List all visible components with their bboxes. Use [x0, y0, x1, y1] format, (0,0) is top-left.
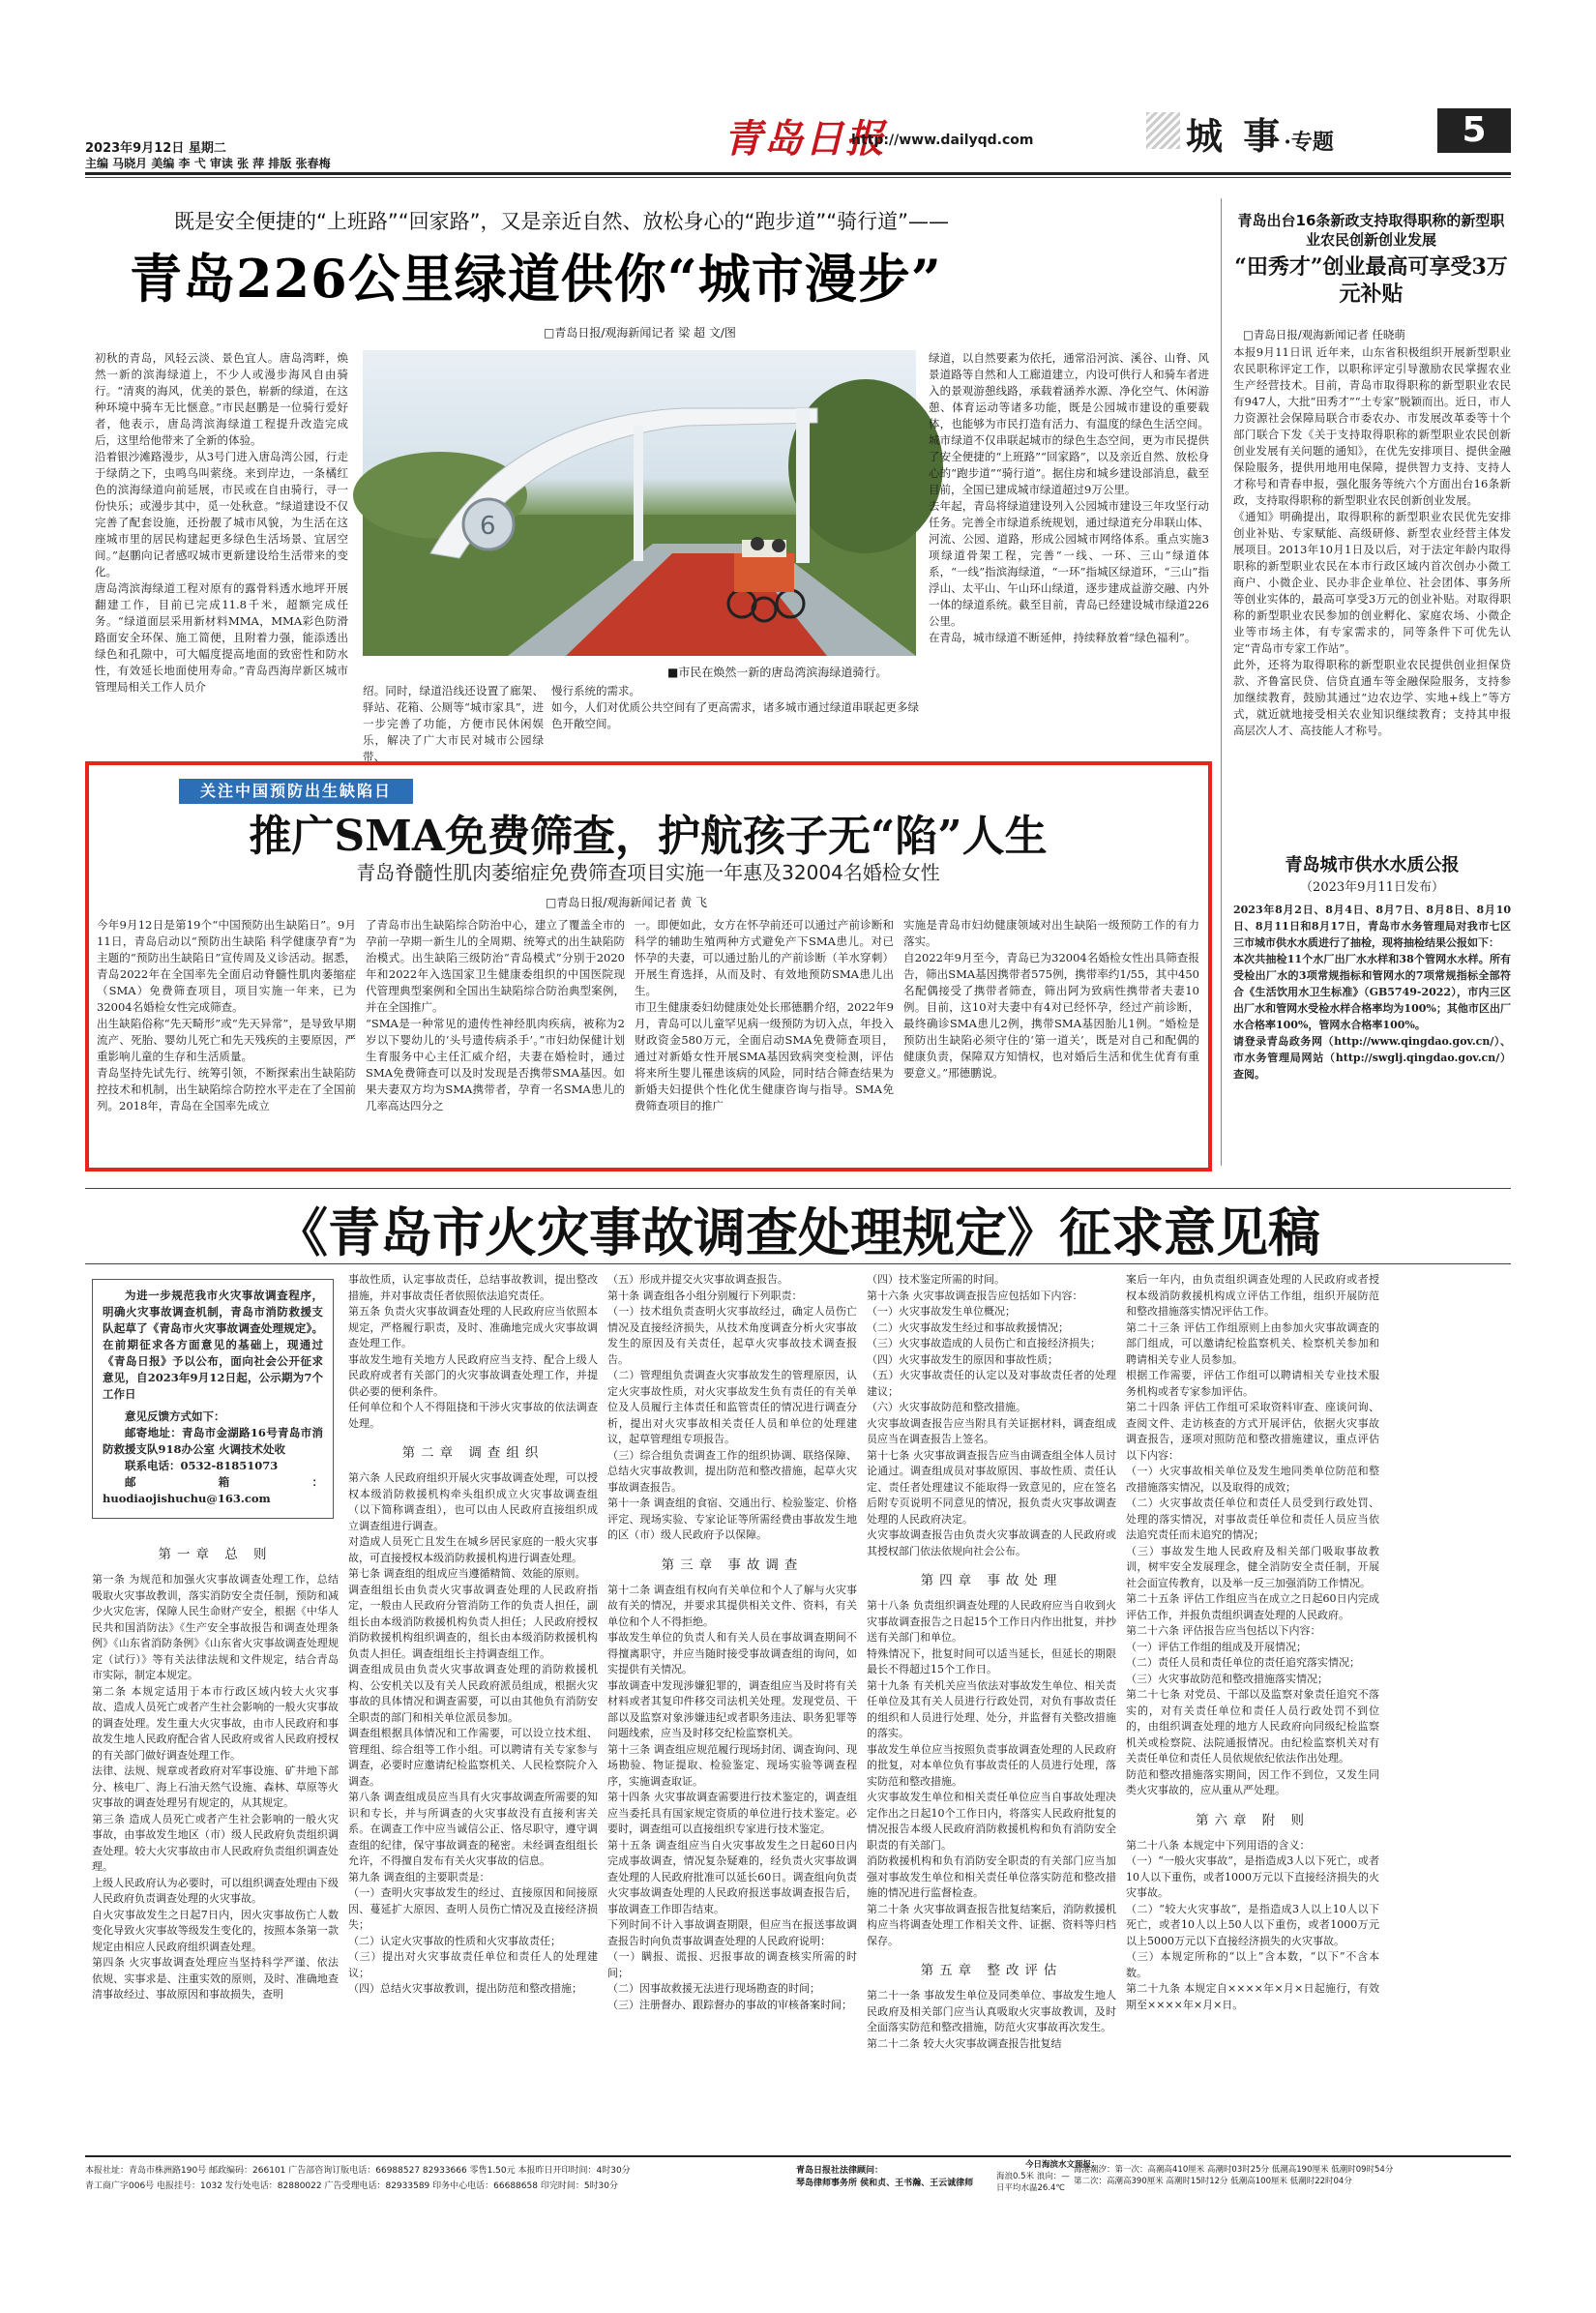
sma-col1-text: 今年9月12日是第19个“中国预防出生缺陷日”。9月11日，青岛启动以“预防出生缺陷 科学健康孕育”为主题的“预防出生缺陷日”宣传周及义诊活动。据悉，青岛2022年在全国率先全面启动脊髓性肌肉萎缩症（SMA）免费筛查项目，项目实施一年来，已为32004名婚检女性完成筛查。 出生缺陷俗称“先天畸形”或“先天异常”，是导致早期流产、死胎、婴幼儿死亡和先天残疾的主要原因，严重影响儿童的生存和生活质量。 青岛坚持先试先行、统筹引领，不断探索出生缺陷防控技术和机制，出生缺陷综合防控水平走在了全国前列。2018年，青岛在全国率先成立: [97, 918, 356, 1112]
greenway-col2: [363, 683, 544, 763]
water-body: [1233, 902, 1511, 1153]
water-subtitle: （2023年9月11日发布）: [1300, 880, 1444, 895]
fire-col4b-text: 第十八条 负责组织调查处理的人民政府应当自收到火灾事故调查报告之日起15个工作日内作出批复，并抄送有关部门和单位。 特殊情况下，批复时间可以适当延长，但延长的期限最长不得超过15个工作日。 第十九条 有关机关应当依法对事故发生单位、相关责任单位及其有关人员进行行政处罚，对负有事故责任的组织和人员进行处理、处分，并监督有关整改措施的落实。 事故发生单位应当按照负责事故调查处理的人民政府的批复，对本单位负有事故责任的人员进行处理，落实防范和整改措施。 火灾事故发生单位和相关责任单位应当自事故处理决定作出之日起10个工作日内，将落实人民政府批复的情况报告本级人民政府消防救援机构和负有消防安全职责的有关部门。 消防救援机构和负有消防安全职责的有关部门应当加强对事故发生单位和相关责任单位落实防范和整改措施的情况进行监督检查。 第二十条 火灾事故调查报告批复结案后，消防救援机构应当将调查处理工作相关文件、证据、资料等归档保存。: [867, 1599, 1116, 1947]
fire-col3: [607, 1272, 857, 2148]
fire-col2a-text: 事故性质，认定事故责任，总结事故教训，提出整改措施，并对事故责任者依照依法追究责任。 第五条 负责火灾事故调查处理的人民政府应当依照本规定，严格履行职责，及时、准确地完成火灾事故调查处理工作。 事故发生地有关地方人民政府应当支持、配合上级人民政府或者有关部门的火灾事故调查处理工作，并提供必要的便利条件。 任何单位和个人不得阻挠和干涉火灾事故的依法调查处理。: [348, 1273, 598, 1430]
chapter4-heading: 第四章 事故处理: [920, 1573, 1063, 1588]
sma-col3: [635, 917, 894, 1165]
fire-col4c-text: 第二十一条 事故发生单位及同类单位、事故发生地人民政府及相关部门应当认真吸取火灾事故教训，及时全面落实防范和整改措施，防范火灾事故再次发生。 第二十二条 较大火灾事故调查报告批复结: [867, 1989, 1116, 2050]
greenway-col4: [929, 350, 1209, 749]
feedback-email: 邮箱：huodiaojishuchu@163.com: [103, 1475, 323, 1505]
sma-col1: [97, 917, 356, 1165]
section-title: 城 事: [1186, 114, 1285, 158]
footer-weather-title: 今日海滨水文预报：: [1025, 2160, 1100, 2170]
sidebar-title2: “田秀才”创业最高可享受3万元补贴: [1234, 254, 1508, 307]
fire-col2: [348, 1272, 598, 2148]
chapter1-heading: 第一章 总 则: [158, 1547, 273, 1562]
newspaper-logo: 青岛日报: [724, 116, 886, 162]
greenway-kicker: 既是安全便捷的“上班路”“回家路”，又是亲近自然、放松身心的“跑步道”“骑行道”——: [174, 210, 950, 233]
sma-subtitle: 青岛脊髓性肌肉萎缩症免费筛查项目实施一年惠及32004名婚检女性: [356, 861, 940, 884]
water-body-text: 2023年8月2日、8月4日、8月7日、8月8日、8月10日、8月11日和8月17日，青岛市水务管理局对我市七区三市城市供水水质进行了抽检，现将抽检结果公报如下： 本次共抽检11个水厂出厂水水样和38个管网水水样。所有受检出厂水的3项常规指标和管网水的7项常规指标全部符合《生活饮用水卫生标准》（GB5749-2022），市内三区出厂水和管网水受检水样合格率均为100%；其他市区出厂水合格率100%，管网水合格率100%。 请登录青岛政务网（http://www.qingdao.gov.cn/）、市水务管理局网站（http://swglj.qingdao.gov.cn/）查阅。: [1233, 904, 1511, 1081]
greenway-caption: ■市民在焕然一新的唐岛湾滨海绿道骑行。: [667, 666, 888, 679]
fire-col1: [92, 1533, 339, 2148]
sidebar-title1: 青岛出台16条新政支持取得职称的新型职业农民创新创业发展: [1237, 212, 1505, 249]
masthead-rule: [85, 172, 1511, 175]
footer-rule: [85, 2155, 1511, 2157]
greenway-col3-text: 慢行系统的需求。 如今，人们对优质公共空间有了更高需求，诸多城市通过绿道串联起更多绿色开敞空间。: [551, 684, 919, 730]
fire-col2b-text: 第六条 人民政府组织开展火灾事故调查处理，可以授权本级消防救援机构牵头组织成立火灾事故调查组（以下简称调查组），也可以由人民政府直接组织成立调查组进行调查。 对造成人员死亡且发生在城乡居民家庭的一般火灾事故，可直接授权本级消防救援机构进行调查处理。 第七条 调查组的组成应当遵循精简、效能的原则。 调查组组长由负责火灾事故调查处理的人民政府指定，一般由人民政府分管消防工作的负责人担任，副组长由本级消防救援机构负责人担任；人民政府授权消防救援机构组织调查的，组长由本级消防救援机构负责人担任。调查组组长主持调查组工作。 调查组成员由负责火灾事故调查处理的消防救援机构、公安机关以及有关人民政府派员组成，根据火灾事故的具体情况和调查需要，可以由其他负有消防安全职责的部门和相关单位派员参加。 调查组根据具体情况和工作需要，可以设立技术组、管理组、综合组等工作小组。可以聘请有关专家参与调查，必要时应邀请纪检监察机关、人民检察院介入调查。 第八条 调查组成员应当具有火灾事故调查所需要的知识和专长，并与所调查的火灾事故没有直接利害关系。在调查工作中应当诚信公正、恪尽职守，遵守调查组的纪律，保守事故调查的秘密。未经调查组组长允许，不得擅自发布有关火灾事故的信息。 第九条 调查组的主要职责是： （一）查明火灾事故发生的经过、直接原因和间接原因、蔓延扩大原因、查明人员伤亡情况及直接经济损失； （二）认定火灾事故的性质和火灾事故责任； （三）提出对火灾事故责任单位和责任人的处理建议； （四）总结火灾事故教训，提出防范和整改措施；: [348, 1471, 598, 1995]
fire-col5: [1126, 1272, 1379, 2148]
footer-tide: 海港潮汐：第一次：高潮高410厘米 高潮时03时25分 低潮高190厘米 低潮时09时54分 第二次：高潮高390厘米 高潮时15时12分 低潮高100厘米 低潮时22时04分: [1074, 2165, 1394, 2186]
chapter3-heading: 第三章 事故调查: [661, 1557, 804, 1573]
sma-col2-text: 了青岛市出生缺陷综合防治中心，建立了覆盖全市的孕前一孕期一新生儿的全周期、统筹式的出生缺陷防治模式。出生缺陷三级防治“青岛模式”分别于2020年和2022年入选国家卫生健康委组织的中国医院现代管理典型案例和全国出生缺陷综合防治典型案例，并在全国推广。 “SMA是一种常见的遗传性神经肌肉疾病，被称为2岁以下婴幼儿的‘头号遗传病杀手’。”市妇幼保健计划生育服务中心主任汇威介绍，夫妻在婚检时，通过SMA免费筛查可以及时发现是否携带SMA基因。如果夫妻双方均为SMA携带者，孕育一名SMA患儿的几率高达四分之: [366, 918, 625, 1112]
fire-col5a-text: 案后一年内，由负责组织调查处理的人民政府或者授权本级消防救援机构成立评估工作组，组织开展防范和整改措施落实情况评估工作。 第二十三条 评估工作组原则上由参加火灾事故调查的部门组成，可以邀请纪检监察机关、检察机关参加和聘请相关专业人员参加。 根据工作需要，评估工作组可以聘请相关专业技术服务机构或者专家参加评估。 第二十四条 评估工作组可采取资料审查、座谈问询、查阅文件、走访核查的方式开展评估，依据火灾事故调查报告，逐项对照防范和整改措施建议，重点评估以下内容： （一）火灾事故相关单位及发生地同类单位防范和整改措施落实情况，以及取得的成效； （二）火灾事故责任单位和责任人员受到行政处罚、处理的落实情况，对事故责任单位和责任人员应当依法追究责任而未追究的情况； （三）事故发生地人民政府及相关部门吸取事故教训，树牢安全发展理念，健全消防安全责任制，开展社会面宣传教育，以及举一反三加强消防工作情况。 第二十五条 评估工作组应当在成立之日起60日内完成评估工作，并报负责组织调查处理的人民政府。 第二十六条 评估报告应当包括以下内容： （一）评估工作组的组成及开展情况； （二）责任人员和责任单位的责任追究落实情况； （三）火灾事故防范和整改措施落实情况； 第二十七条 对党员、干部以及监察对象责任追究不落实的，对有关责任单位和责任人员行政处罚不到位的，由组织调查处理的地方人民政府向同级纪检监察机关或检察院、法院通报情况。由纪检监察机关对有关责任单位和责任人员依规依纪依法作出处理。 防范和整改措施落实期间，因工作不到位，又发生同类火灾事故的，应从重从严处理。: [1126, 1273, 1379, 1796]
sma-tag: 关注中国预防出生缺陷日: [179, 779, 413, 804]
feedback-phone: 联系电话：0532-81851073: [125, 1459, 279, 1472]
water-title: 青岛城市供水水质公报: [1285, 855, 1460, 875]
footer-line1: 本报社址：青岛市株洲路190号 邮政编码：266101 广告部咨询订版电话：66988527 82933666 零售1.50元 本报昨日开印时间：4时30分: [85, 2166, 631, 2176]
feedback-label: 意见反馈方式如下：: [125, 1409, 225, 1423]
sidebar-byline: □青岛日报/观海新闻记者 任晓萌: [1243, 328, 1405, 341]
greenway-byline: □青岛日报/观海新闻记者 梁 超 文/图: [544, 326, 736, 340]
divider-right: [1221, 198, 1222, 1166]
masthead-date: 2023年9月12日 星期二: [85, 141, 226, 156]
fire-col3a-text: （五）形成并提交火灾事故调查报告。 第十条 调查组各小组分别履行下列职责： （一）技术组负责查明火灾事故经过，确定人员伤亡情况及直接经济损失，从技术角度调查分析火灾事故发生的原因及有关责任，起草火灾事故技术调查报告。 （二）管理组负责调查火灾事故发生的管理原因，认定火灾事故性质，对火灾事故发生负有责任的有关单位及人员履行主体责任和监管责任的情况进行调查分析，提出对火灾事故相关责任人员和单位的处理建议，起草管理组专项报告。 （三）综合组负责调查工作的组织协调、联络保障、总结火灾事故教训，提出防范和整改措施，起草火灾事故调查报告。 第十一条 调查组的食宿、交通出行、检验鉴定、价格评定、现场实验、专家论证等所需经费由事故发生地的区（市）级人民政府予以保障。: [607, 1273, 857, 1541]
masthead-staff: 主编 马晓月 美编 李 弋 审读 张 萍 排版 张春梅: [85, 157, 331, 170]
sma-col4: [903, 917, 1199, 1165]
fire-col1-text: 第一条 为规范和加强火灾事故调查处理工作，总结吸取火灾事故教训，落实消防安全责任制，预防和减少火灾危害，保障人民生命财产安全，根据《中华人民共和国消防法》《生产安全事故报告和调查处理条例》《山东省消防条例》《山东省火灾事故调查处理规定（试行）》等有关法律法规和文件规定，结合青岛市实际，制定本规定。 第二条 本规定适用于本市行政区域内较大火灾事故、造成人员死亡或者产生社会影响的一般火灾事故的调查处理。发生重大火灾事故，由市人民政府和事故发生地人民政府配合省人民政府或省人民政府授权的有关部门做好调查处理工作。 法律、法规、规章或者政府对军事设施、矿井地下部分、核电厂、海上石油天然气设施、森林、草原等火灾事故的调查处理另有规定的，从其规定。 第三条 造成人员死亡或者产生社会影响的一般火灾事故，由事故发生地区（市）级人民政府负责组织调查处理。较大火灾事故由市人民政府负责组织调查处理。 上级人民政府认为必要时，可以组织调查处理由下级人民政府负责调查处理的火灾事故。 自火灾事故发生之日起7日内，因火灾事故伤亡人数变化导致火灾事故等级发生变化的，按照本条第一款规定由相应人民政府组织调查处理。 第四条 火灾事故调查处理应当坚持科学严谨、依法依规、实事求是、注重实效的原则，及时、准确地查清事故经过、事故原因和事故损失，查明: [92, 1573, 339, 2001]
fire-notice: 为进一步规范我市火灾事故调查程序，明确火灾事故调查机制，青岛市消防救援支队起草了《青岛市火灾事故调查处理规定》。在前期征求各方面意见的基础上，现通过《青岛日报》予以公布，面向社会公开征求意见，自2023年9月12日起，公示期为7个工作日: [103, 1289, 323, 1401]
footer-line2: 青工商广字006号 电报挂号：1032 发行处电话：82880022 广告受理电话：82933589 印务中心电话：66688658 印完时间：5时30分: [85, 2181, 618, 2191]
section-name: [1186, 106, 1334, 160]
svg-text:6: 6: [480, 512, 496, 541]
sma-col4-text: 实施是青岛市妇幼健康领域对出生缺陷一级预防工作的有力落实。 自2022年9月至今，青岛已为32004名婚检女性出具筛查报告，筛出SMA基因携带者575例，携带率约1/55，其中450名配偶接受了携带者筛查，筛出阿为致病性携带者夫妻10例。目前，这10对夫妻中有4对已经怀孕，经过产前诊断，最终确诊SMA患儿2例，携带SMA基因胎儿1例。“婚检是预防出生缺陷必须守住的‘第一道关’，既是对自己和配偶的健康负责，保障双方知情权，也对婚后生活和优生优育有重要意义。”邢德鹏说。: [903, 918, 1199, 1080]
photo-scene: [363, 350, 916, 656]
sma-title: 推广SMA免费筛查，护航孩子无“陷”人生: [249, 812, 1048, 861]
fire-col4a-text: （四）技术鉴定所需的时间。 第十六条 火灾事故调查报告应包括如下内容： （一）火灾事故发生单位概况； （二）火灾事故发生经过和事故救援情况； （三）火灾事故造成的人员伤亡和直接经济损失； （四）火灾事故发生的原因和事故性质； （五）火灾事故责任的认定以及对事故责任者的处理建议； （六）火灾事故防范和整改措施。 火灾事故调查报告应当附具有关证据材料，调查组成员应当在调查报告上签名。 第十七条 火灾事故调查报告应当由调查组全体人员讨论通过。调查组成员对事故原因、事故性质、责任认定、责任者处理建议不能取得一致意见的，应在签名后附专页说明不同意见的情况，报负责火灾事故调查处理的人民政府决定。 火灾事故调查报告由负责火灾事故调查的人民政府或其授权部门依法依规向社会公布。: [867, 1273, 1116, 1557]
footer-weather: 海浪0.5米 浪向：— 日平均水温26.4℃: [996, 2172, 1070, 2193]
sma-byline: □青岛日报/观海新闻记者 黄 飞: [546, 896, 708, 909]
newspaper-url: http://www.dailyqd.com: [851, 133, 1034, 148]
feedback-address: 邮寄地址：青岛市金湖路16号青岛市消防救援支队918办公室 火调技术处收: [103, 1426, 323, 1456]
page-number: 5: [1437, 108, 1511, 153]
greenway-title: 青岛226公里绿道供你“城市漫步”: [130, 248, 942, 310]
sidebar-body: [1233, 344, 1511, 809]
sma-col2: [366, 917, 625, 1165]
chapter6-heading: 第六章 附 则: [1195, 1812, 1311, 1828]
masthead-rule-thin: [85, 177, 1511, 178]
greenway-col2-text: 绍。同时，绿道沿线还设置了廊架、驿站、花箱、公厕等“城市家具”，进一步完善了功能，方便市民休闲娱乐，解决了广大市民对城市公园绿带、: [363, 684, 544, 763]
fire-notice-box: [92, 1279, 334, 1519]
chapter5-heading: 第五章 整改评估: [920, 1963, 1063, 1978]
fire-title: 《青岛市火灾事故调查处理规定》征求意见稿: [276, 1201, 1320, 1263]
greenway-photo: [363, 350, 916, 656]
footer-legal: 青岛日报社法律顾问： 琴岛律师事务所 侯和贞、王书瀚、王云诚律师: [796, 2166, 974, 2188]
greenway-col1: [95, 350, 348, 708]
fire-col3b-text: 第十二条 调查组有权向有关单位和个人了解与火灾事故有关的情况，并要求其提供相关文件、资料，有关单位和个人不得拒绝。 事故发生单位的负责人和有关人员在事故调查期间不得擅离职守，并应当随时接受事故调查组的询问，如实提供有关情况。 事故调查中发现涉嫌犯罪的，调查组应当及时将有关材料或者其复印件移交司法机关处理。发现党员、干部以及监察对象涉嫌违纪或者职务违法、职务犯罪等问题线索，应当及时移交纪检监察机关。 第十三条 调查组应规范履行现场封闭、调查询问、现场勘验、物证提取、检验鉴定、现场实验等调查程序，实施调查取证。 第十四条 火灾事故调查需要进行技术鉴定的，调查组应当委托具有国家规定资质的单位进行技术鉴定。必要时，调查组可以直接组织专家进行技术鉴定。 第十五条 调查组应当自火灾事故发生之日起60日内完成事故调查，情况复杂疑难的，经负责火灾事故调查处理的人民政府批准可以延长60日。调查组向负责火灾事故调查处理的人民政府报送事故调查报告后，事故调查工作即告结束。 下列时间不计入事故调查期限，但应当在报送事故调查报告时向负责事故调查处理的人民政府说明： （一）瞒报、谎报、迟报事故的调查核实所需的时间； （二）因事故救援无法进行现场勘查的时间； （三）注册督办、跟踪督办的事故的审核备案时间；: [607, 1583, 857, 2011]
fire-title-rule: [85, 1263, 1511, 1264]
sidebar-body-text: 本报9月11日讯 近年来，山东省积极组织开展新型职业农民职称评定工作，以职称评定引导激励农民掌握农业生产经营技术。目前，青岛市取得职称的新型职业农民有947人，大批“田秀才”“土专家”脱颖而出。近日，市人力资源社会保障局联合市委农办、市发展改革委等十个部门联合下发《关于支持取得职称的新型职业农民创新创业发展有关问题的通知》，在优先安排项目、提供金融保险服务，提供用地用电保障，提供智力支持、支持人才称号和青春申报，强化服务等统六个方面出台16条新政，支持取得职称的新型职业农民创新创业发展。 《通知》明确提出，取得职称的新型职业农民优先安排创业补贴、专家赋能、高级研修、新型农业经营主体发展项目。2013年10月1日及以后，对于法定年龄内取得职称的新型职业农民在本市行政区域内首次创办小微工商户、小微企业、民办非企业单位、社会团体、事务所等创业实体的，最高可享受3万元的创业补贴。对取得职称的新型职业农民参加的创业孵化、家庭农场、小微企业等市场主体，有专家需求的，同等条件下可优先认定“青岛市专家工作站”。 此外，还将为取得职称的新型职业农民提供创业担保贷款、齐鲁富民贷、信贷直通车等金融保险服务，支持参加继续教育，鼓励其通过“边农边学、实地+线上”等方式，就近就地接受相关农业知识继续教育；支持其申报高层次人才、高技能人才称号。: [1233, 345, 1511, 737]
fire-col5b-text: 第二十八条 本规定中下列用语的含义： （一）“一般火灾事故”，是指造成3人以下死亡，或者10人以下重伤，或者1000万元以下直接经济损失的火灾事故。 （二）“较大火灾事故”，是指造成3人以上10人以下死亡，或者10人以上50人以下重伤，或者1000万元以上5000万元以下直接经济损失的火灾事故。 （三）本规定所称的“以上”含本数，“以下”不含本数。 第二十九条 本规定自××××年×月×日起施行，有效期至××××年×月×日。: [1126, 1838, 1379, 2011]
greenway-col4-text: 绿道，以自然要素为依托，通常沿河滨、溪谷、山脊、风景道路等自然和人工廊道建立，内设可供行人和骑车者进入的景观游憩线路，承载着涵养水源、净化空气、休闲游憩、体育运动等诸多功能，既是公园城市建设的重要载体，也能够为市民打造有活力、有温度的绿色生活空间。城市绿道不仅串联起城市的绿色生态空间，更为市民提供了安全便捷的“上班路”“回家路”，以及亲近自然、放松身心的“跑步道”“骑行道”。据住房和城乡建设部消息，截至目前，全国已建成城市绿道超过9万公里。 去年起，青岛将绿道建设列入公园城市建设三年攻坚行动任务。完善全市绿道系统规划，通过绿道充分串联山体、河流、公园、道路，形成公园城市网络体系。重点实施3项绿道骨架工程，完善“一线、一环、三山”绿道体系，“一线”指滨海绿道，“一环”指城区绿道环，“三山”指浮山、太平山、午山环山绿道，逐步建成益游交融、内外一体的绿道系统。截至目前，青岛已经建设城市绿道226公里。 在青岛，城市绿道不断延伸，持续释放着“绿色福利”。: [929, 351, 1209, 644]
fire-col4: [867, 1272, 1116, 2148]
chapter2-heading: 第二章 调查组织: [401, 1445, 545, 1461]
greenway-col1-text: 初秋的青岛，风轻云淡、景色宜人。唐岛湾畔，焕然一新的滨海绿道上，不少人或漫步海风自由骑行。“清爽的海风，优美的景色，崭新的绿道，在这种环境中骑车无比惬意。”市民赵鹏是一位骑行爱好者，他表示，唐岛湾滨海绿道工程提升改造完成后，这里给他带来了全新的体验。 沿着银沙滩路漫步，从3号门进入唐岛湾公园，行走于绿荫之下，虫鸣鸟叫萦绕。来到岸边，一条橘红色的滨海绿道向前延展，市民或在自由骑行，寻一份快乐；或漫步其中，觅一处秋意。“绿道建设不仅完善了配套设施，还扮靓了城市风貌，为生活在这座城市里的居民构建起更多绿色生活场景、宜居空间。”赵鹏向记者感叹城市更新建设给生活带来的变化。 唐岛湾滨海绿道工程对原有的露骨料透水地坪开展翻建工作，目前已完成11.8千米，超额完成任务。“绿道面层采用新材料MMA，MMA彩色防滑路面安全环保、施工简便，且附着力强，能添透出绿色和孔隙中，可大幅度提高地面的致密性和防水性，有效延长地面使用寿命。”青岛西海岸新区城市管理局相关工作人员介: [95, 351, 348, 694]
section-subtitle: ·专题: [1284, 130, 1334, 155]
fire-top-rule: [85, 1188, 1511, 1189]
greenway-col3: [551, 683, 919, 751]
header-arrow-strip: [1146, 112, 1180, 149]
sma-col3-text: 一。即便如此，女方在怀孕前还可以通过产前诊断和科学的辅助生殖两种方式避免产下SMA患儿。对已怀孕的夫妻，可以通过胎儿的产前诊断（羊水穿刺）开展生育选择，从而及时、有效地预防SMA患儿出生。 市卫生健康委妇幼健康处处长邢德鹏介绍，2022年9月，青岛可以儿童罕见病一级预防为切入点，年投入财政资金580万元，全面启动SMA免费筛查项目，通过对新婚女性开展SMA基因致病突变检测，评估将来所生婴儿罹患该病的风险，同时结合筛查结果为新婚夫妇提供个性化优生健康咨询与指导。SMA免费筛查项目的推广: [635, 918, 894, 1112]
